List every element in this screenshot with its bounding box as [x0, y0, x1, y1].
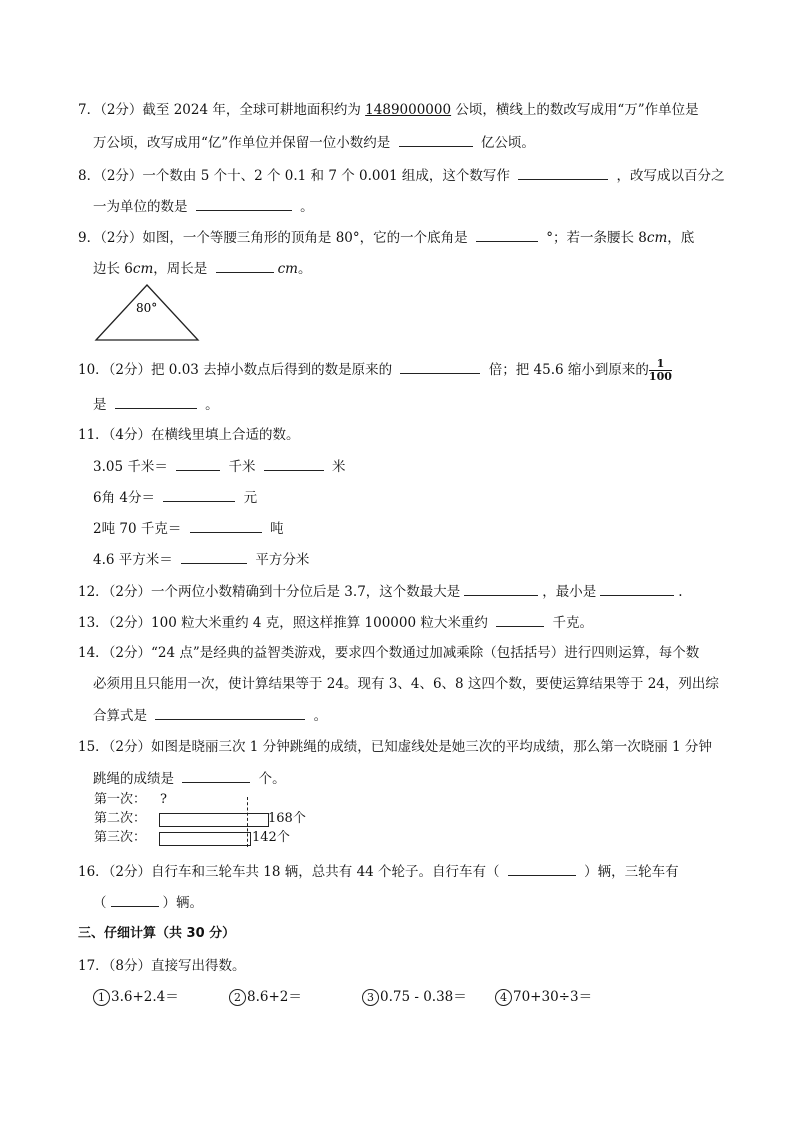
- q10-text-2: 倍；把 45.6 缩小到原来的: [488, 362, 649, 378]
- q8-text: 8．（2分）一个数由 5 个十、2 个 0.1 和 7 个 0.001 组成，这个数写作: [78, 168, 510, 184]
- q12-text: 12．（2分）一个两位小数精确到十分位后是 3.7，这个数最大是: [78, 584, 461, 600]
- circled-number: 2: [229, 989, 246, 1006]
- q11-a-blank-1[interactable]: [176, 457, 220, 471]
- q15-text-2: 个。: [258, 771, 286, 787]
- q9-text-4: 边长 6: [93, 261, 133, 277]
- q14-line2: 必须用且只能用一次，使计算结果等于 24。现有 3、4、6、8 这四个数，要使运算结果等于 24，列出综: [93, 676, 719, 692]
- triangle-angle-label: 80°: [136, 301, 158, 315]
- q10-line1: [78, 358, 672, 383]
- circled-number: 1: [93, 989, 110, 1006]
- q11-item-a: [93, 457, 346, 476]
- q17-item-1: [93, 988, 179, 1006]
- q16-answer-blank-2[interactable]: [111, 893, 159, 907]
- q14-line1: 14．（2分）“24 点”是经典的益智类游戏，要求四个数通过加减乘除（包括括号）进行四则运算，每个数: [78, 645, 700, 661]
- q13-answer-blank[interactable]: [496, 613, 544, 627]
- q9-text-2: °；若一条腰长 8: [546, 230, 647, 246]
- q11-a-blank-2[interactable]: [264, 457, 324, 471]
- q9-answer-blank-1[interactable]: [476, 228, 538, 242]
- q7-text-3: 万公顷，改写成用“亿”作单位并保留一位小数约是: [93, 135, 391, 151]
- q14-line3: [93, 706, 327, 725]
- q11-title: 11．（4分）在横线里填上合适的数。: [78, 427, 300, 443]
- q7-text-4: 亿公顷。: [480, 135, 535, 151]
- q8-line2: [93, 197, 314, 216]
- q8-answer-blank-2[interactable]: [196, 197, 292, 211]
- isosceles-triangle-figure: [93, 283, 201, 343]
- q9-line1: [78, 228, 694, 247]
- q11-b-blank[interactable]: [163, 488, 235, 502]
- q14-answer-blank[interactable]: [155, 706, 305, 720]
- q11-a-text: 3.05 千米＝: [93, 459, 168, 475]
- q8-answer-blank-1[interactable]: [518, 166, 608, 180]
- q15-row2-bar: [159, 813, 269, 827]
- q15-row3-value: 142个: [252, 830, 290, 845]
- q9-text-3: ，底: [667, 230, 695, 246]
- q11-b-text: 6角 4分＝: [93, 490, 155, 506]
- q10-text-4: 。: [205, 397, 219, 413]
- q8-text-4: 。: [300, 199, 314, 215]
- q13-text: 13．（2分）100 粒大米重约 4 克，照这样推算 100000 粒大米重约: [78, 615, 488, 631]
- q16-text-2: ）辆，三轮车有: [584, 864, 679, 880]
- q10-answer-blank-2[interactable]: [115, 395, 197, 409]
- q13-line: [78, 613, 593, 632]
- q16-text-3: （: [93, 895, 107, 911]
- q7-answer-blank[interactable]: [399, 133, 473, 147]
- q9-unit-2: cm: [132, 261, 154, 277]
- q10-answer-blank-1[interactable]: [400, 360, 480, 374]
- q11-d-text: 4.6 平方米＝: [93, 552, 173, 568]
- q15-row1-label: 第一次：: [94, 792, 147, 807]
- q11-c-text: 2吨 70 千克＝: [93, 521, 182, 537]
- q7-text: 7．（2分）截至 2024 年，全球可耕地面积约为: [78, 102, 366, 118]
- q12-line: [78, 582, 683, 601]
- q16-text: 16．（2分）自行车和三轮车共 18 辆，总共有 44 个轮子。自行车有（: [78, 864, 500, 880]
- q14-text-2: 。: [313, 708, 328, 724]
- q12-answer-blank-2[interactable]: [600, 582, 674, 596]
- q11-a-unit-2: 米: [332, 459, 346, 475]
- q17-expression: 70+30÷3＝: [513, 989, 593, 1005]
- q12-text-3: .: [678, 584, 683, 600]
- q12-text-2: ，最小是: [542, 584, 597, 600]
- q16-line1: [78, 862, 679, 881]
- q16-line2: [93, 893, 203, 912]
- q9-unit-3: cm: [277, 261, 298, 277]
- q13-text-2: 千克。: [552, 615, 593, 631]
- section-heading: 三、仔细计算（共 30 分）: [78, 926, 236, 941]
- q10-line2: [93, 395, 219, 414]
- circled-number: 4: [495, 989, 512, 1006]
- q15-answer-blank[interactable]: [182, 769, 250, 783]
- q17-item-3: [362, 988, 467, 1006]
- q10-fraction: [649, 358, 672, 383]
- q11-item-b: [93, 488, 257, 507]
- q8-text-2: ，改写成以百分之: [616, 168, 725, 184]
- q17-expression: 0.75 - 0.38＝: [380, 989, 467, 1005]
- q15-row2-label: 第二次：: [94, 811, 147, 826]
- q16-text-4: ）辆。: [162, 895, 203, 911]
- q11-d-blank[interactable]: [181, 550, 247, 564]
- q15-line2: [93, 769, 286, 788]
- q9-line2: 边长 6cm，周长是 cm。: [93, 261, 312, 277]
- q17-expression: 8.6+2＝: [247, 989, 302, 1005]
- fraction-denominator: 100: [648, 370, 672, 383]
- q7-number: 1489000000: [365, 102, 452, 118]
- q11-c-blank[interactable]: [190, 519, 262, 533]
- q7-line1: [78, 101, 699, 119]
- q10-text: 10．（2分）把 0.03 去掉小数点后得到的数是原来的: [78, 362, 393, 378]
- q15-row3-label: 第三次：: [94, 830, 147, 845]
- q7-text-2: 公顷，横线上的数改写成用“万”作单位是: [451, 102, 699, 118]
- q7-line2: [93, 133, 535, 152]
- q8-text-3: 一为单位的数是: [93, 199, 188, 215]
- q11-a-unit: 千米: [228, 459, 256, 475]
- q15-row2-value: 168个: [268, 811, 306, 826]
- q15-row1-unknown: ?: [160, 792, 167, 807]
- q15-line1: 15．（2分）如图是晓丽三次 1 分钟跳绳的成绩，已知虚线处是她三次的平均成绩，那么第一次晓丽 1 分钟: [78, 739, 712, 755]
- q11-item-c: [93, 519, 283, 538]
- q17-item-2: [229, 988, 302, 1006]
- q8-line1: [78, 166, 725, 185]
- q10-text-3: 是: [93, 397, 107, 413]
- q14-text: 合算式是: [93, 708, 147, 724]
- q17-item-4: [495, 988, 592, 1006]
- fraction-numerator: 1: [649, 358, 672, 371]
- q9-text-5: ，周长是: [153, 261, 208, 277]
- q11-c-unit: 吨: [269, 521, 284, 537]
- q15-average-dashed-line: [247, 797, 248, 847]
- q12-answer-blank-1[interactable]: [464, 582, 538, 596]
- q17-expression: 3.6+2.4＝: [111, 989, 179, 1005]
- q9-answer-blank-2[interactable]: [216, 259, 274, 273]
- q15-text: 跳绳的成绩是: [93, 771, 174, 787]
- q11-d-unit: 平方分米: [255, 552, 310, 568]
- q9-text: 9．（2分）如图，一个等腰三角形的顶角是 80°，它的一个底角是: [78, 230, 468, 246]
- q11-item-d: [93, 550, 309, 569]
- circled-number: 3: [362, 989, 379, 1006]
- q17-title: 17．（8分）直接写出得数。: [78, 958, 246, 974]
- q9-unit: cm: [646, 230, 668, 246]
- q11-b-unit: 元: [243, 490, 258, 506]
- q15-row3-bar: [159, 832, 251, 846]
- q16-answer-blank-1[interactable]: [508, 862, 576, 876]
